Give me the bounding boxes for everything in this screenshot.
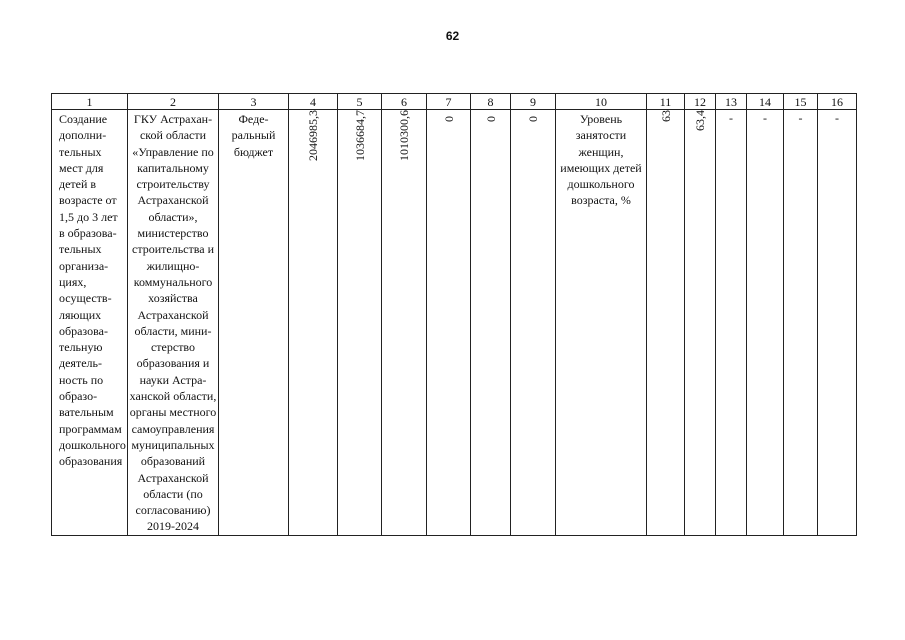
header-cell-14: 14	[747, 94, 784, 110]
header-cell-8: 8	[471, 94, 511, 110]
value-7: 0	[441, 116, 456, 122]
value-11: 63	[658, 110, 673, 122]
value-9: 0	[526, 116, 540, 122]
header-cell-7: 7	[427, 94, 471, 110]
header-cell-15: 15	[784, 94, 818, 110]
value-cell-12	[685, 110, 716, 536]
value-5: 1036684,7	[352, 110, 367, 161]
value-13: -	[729, 111, 733, 125]
value-cell-8	[471, 110, 511, 536]
total-cell	[289, 110, 338, 536]
value-cell-15	[784, 110, 818, 536]
activity-cell	[52, 110, 128, 536]
value-cell-16	[818, 110, 857, 536]
page-number: 62	[445, 29, 460, 43]
funding-source-cell	[219, 110, 289, 536]
header-cell-13: 13	[716, 94, 747, 110]
value-cell-13	[716, 110, 747, 536]
program-table	[51, 93, 857, 536]
indicator-text: Уровень занятости женщин, имеющих детей дошкольного возраста, %	[560, 112, 642, 208]
executor-text: ГКУ Астраханской области «Управление по капитальному строительству Астраханской области», министерство строительства и жилищно-коммунального хозяйства Астраханской области, министерство образования и науки Астраханской области, органы местного самоуправления муниципальных образований Астраханской области (по согласованию) 2019-2024	[129, 112, 217, 534]
header-cell-1: 1	[52, 94, 128, 110]
total-value: 2046985,3	[306, 110, 320, 161]
header-cell-10: 10	[556, 94, 647, 110]
funding-source-text: Федеральный бюджет	[231, 112, 276, 159]
value-15: -	[798, 111, 803, 125]
value-cell-7	[427, 110, 471, 536]
indicator-cell	[556, 110, 647, 536]
value-8: 0	[483, 116, 498, 122]
value-14: -	[763, 111, 767, 125]
header-cell-3: 3	[219, 94, 289, 110]
value-12: 63,4	[693, 110, 707, 131]
value-cell-5	[338, 110, 382, 536]
header-cell-2: 2	[128, 94, 219, 110]
value-16: -	[835, 111, 839, 125]
header-cell-11: 11	[647, 94, 685, 110]
value-6: 1010300,6	[397, 110, 411, 161]
header-cell-16: 16	[818, 94, 857, 110]
value-cell-6	[382, 110, 427, 536]
header-cell-5: 5	[338, 94, 382, 110]
header-cell-12: 12	[685, 94, 716, 110]
value-cell-14	[747, 110, 784, 536]
header-cell-6: 6	[382, 94, 427, 110]
executor-cell	[128, 110, 219, 536]
table-header-row	[52, 94, 857, 110]
value-cell-9	[511, 110, 556, 536]
activity-text: Создание дополнительных мест для детей в возрасте от 1,5 до 3 лет в образовательных организациях, осуществляющих образовательную деятельность по образовательным программам дошкольного образования	[59, 112, 126, 469]
table-row	[52, 110, 857, 536]
header-cell-9: 9	[511, 94, 556, 110]
value-cell-11	[647, 110, 685, 536]
header-cell-4: 4	[289, 94, 338, 110]
